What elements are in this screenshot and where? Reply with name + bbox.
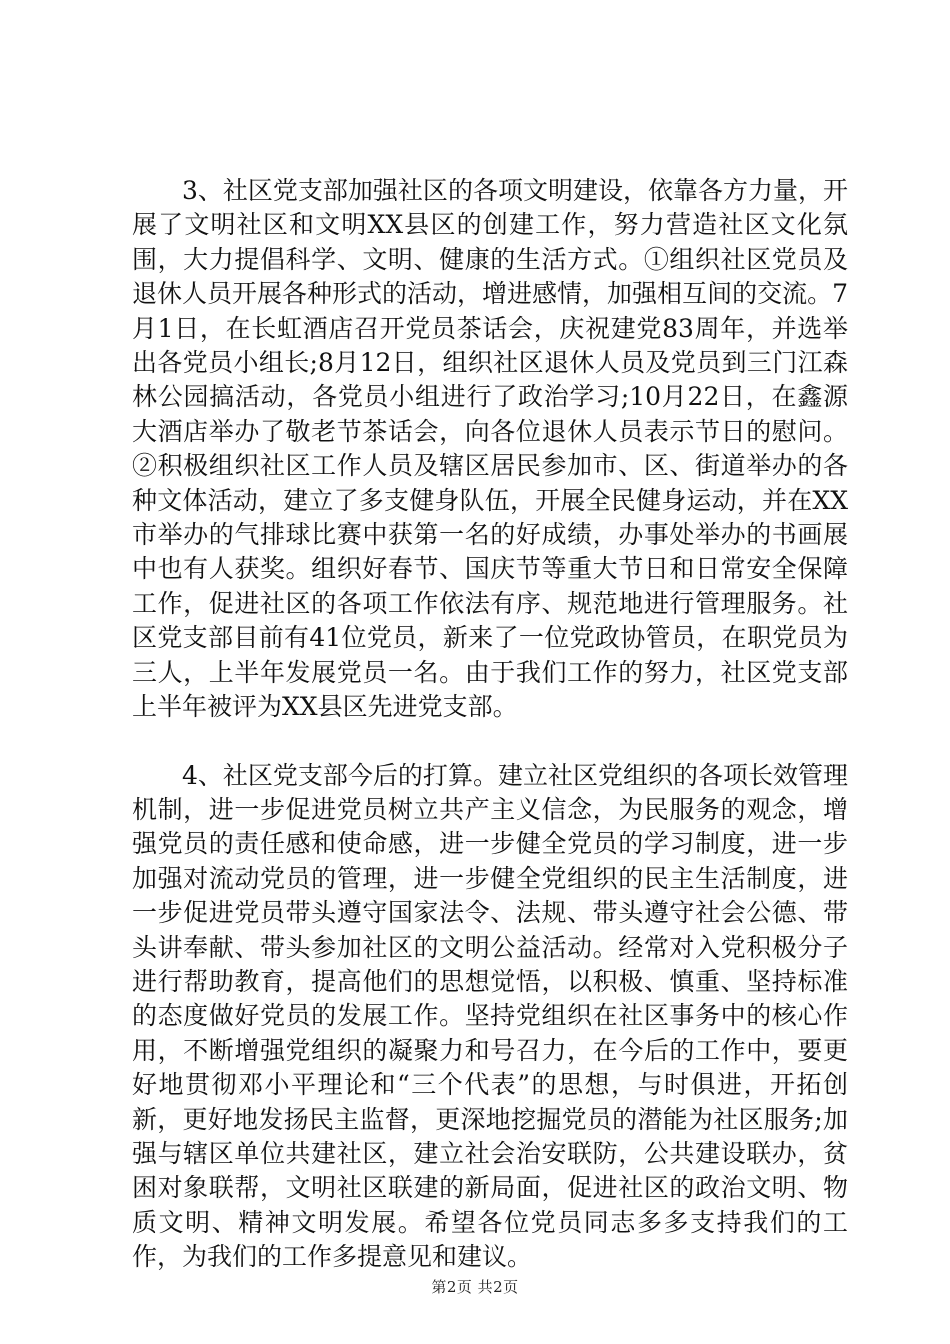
page-footer: 第2页 共2页 (431, 1278, 519, 1296)
paragraph-4: 4、社区党支部今后的打算。建立社区党组织的各项长效管理机制，进一步促进党员树立共产主义信念，为民服务的观念，增强党员的责任感和使命感，进一步健全党员的学习制度，进一步加强对流动党员的管理，进一步健全党组织的民主生活制度，进一步促进党员带头遵守国家法令、法规、带头遵守社会公德、带头讲奉献、带头参加社区的文明公益活动。经常对入党积极分子进行帮助教育，提高他们的思想觉悟，以积极、慎重、坚持标准的态度做好党员的发展工作。坚持党组织在社区事务中的核心作用，不断增强党组织的凝聚力和号召力，在今后的工作中，要更好地贯彻邓小平理论和“三个代表”的思想，与时俱进，开拓创新，更好地发扬民主监督，更深地挖掘党员的潜能为社区服务;加强与辖区单位共建社区，建立社会治安联防，公共建设联办，贫困对象联帮，文明社区联建的新局面，促进社区的政治文明、物质文明、精神文明发展。希望各位党员同志多多支持我们的工作，为我们的工作多提意见和建议。 (132, 760, 848, 1272)
document-body (132, 174, 848, 1275)
paragraph-3: 3、社区党支部加强社区的各项文明建设，依靠各方力量，开展了文明社区和文明XX县区的创建工作，努力营造社区文化氛围，大力提倡科学、文明、健康的生活方式。①组织社区党员及退休人员开展各种形式的活动，增进感情，加强相互间的交流。7月1日，在长虹酒店召开党员茶话会，庆祝建党83周年，并选举出各党员小组长;8月12日，组织社区退休人员及党员到三门江森林公园搞活动，各党员小组进行了政治学习;10月22日，在鑫源大酒店举办了敬老节茶话会，向各位退休人员表示节日的慰问。②积极组织社区工作人员及辖区居民参加市、区、街道举办的各种文体活动，建立了多支健身队伍，开展全民健身运动，并在XX市举办的气排球比赛中获第一名的好成绩，办事处举办的书画展中也有人获奖。组织好春节、国庆节等重大节日和日常安全保障工作，促进社区的各项工作依法有序、规范地进行管理服务。社区党支部目前有41位党员，新来了一位党政协管员，在职党员为三人，上半年发展党员一名。由于我们工作的努力，社区党支部上半年被评为XX县区先进党支部。 (132, 176, 848, 722)
